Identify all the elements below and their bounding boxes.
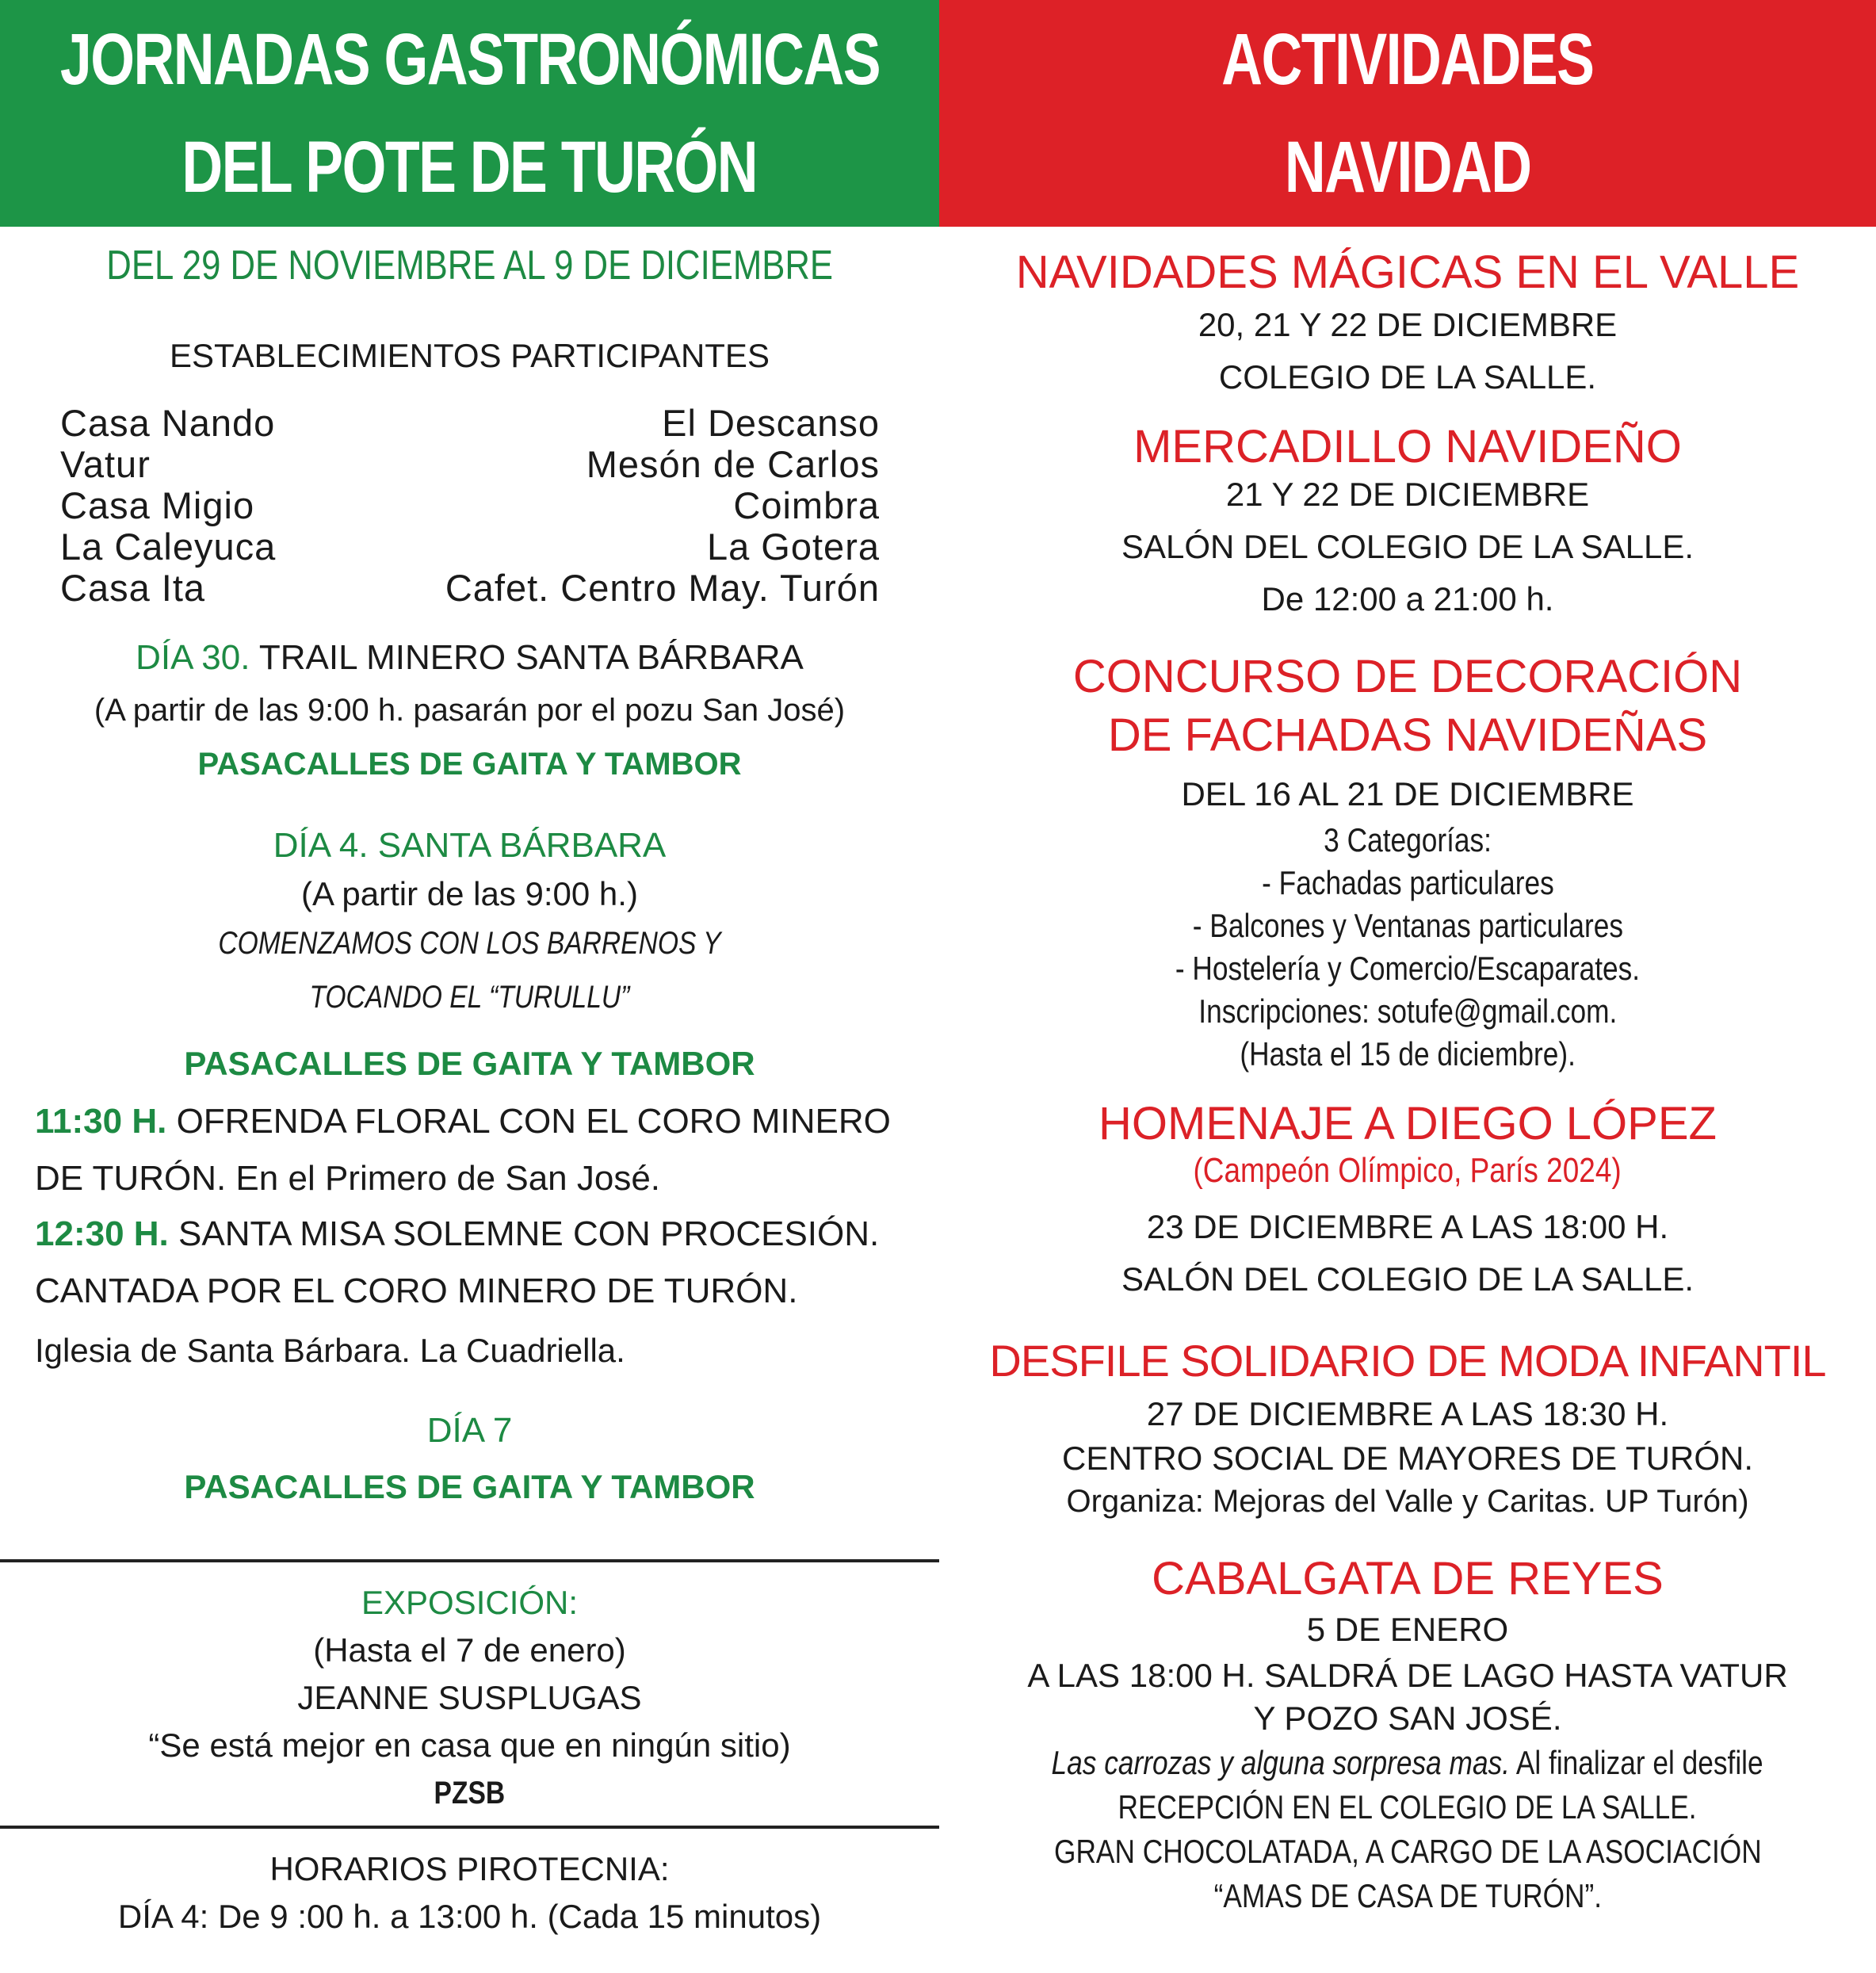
list-item: El Descanso xyxy=(662,402,880,444)
tribute-date: 23 DE DICIEMBRE A LAS 18:00 H. xyxy=(1146,1208,1669,1245)
establishments-list-left xyxy=(60,403,276,609)
contest-title-2: DE FACHADAS NAVIDEÑAS xyxy=(1107,709,1708,761)
event-1230-cont-1: CANTADA POR EL CORO MINERO DE TURÓN. xyxy=(35,1271,798,1310)
right-column xyxy=(939,0,1876,1973)
day7-title: DÍA 7 xyxy=(426,1411,513,1450)
market-dates: 21 Y 22 DE DICIEMBRE xyxy=(1225,476,1590,513)
tribute-subtitle: (Campeón Olímpico, París 2024) xyxy=(1193,1151,1622,1190)
list-item: La Gotera xyxy=(706,526,880,568)
parade-route-2: Y POZO SAN JOSÉ. xyxy=(1253,1700,1562,1737)
event-1230: 12:30 H. SANTA MISA SOLEMNE CON PROCESIÓN. xyxy=(35,1214,880,1253)
left-banner-line-2: DEL POTE DE TURÓN xyxy=(181,127,758,208)
parade-chocolate-2: “AMAS DE CASA DE TURÓN”. xyxy=(1213,1877,1602,1914)
parade-date: 5 DE ENERO xyxy=(1306,1611,1509,1648)
tribute-place: SALÓN DEL COLEGIO DE LA SALLE. xyxy=(1121,1260,1695,1298)
event-1130: 11:30 H. OFRENDA FLORAL CON EL CORO MINERO xyxy=(35,1102,891,1141)
list-item: La Caleyuca xyxy=(60,526,277,568)
tribute-title: HOMENAJE A DIEGO LÓPEZ xyxy=(1098,1098,1717,1149)
fireworks-title: HORARIOS PIROTECNIA: xyxy=(269,1850,670,1887)
fashion-date: 27 DE DICIEMBRE A LAS 18:30 H. xyxy=(1146,1395,1669,1432)
list-item: Casa Ita xyxy=(60,567,206,609)
establishments-list-right xyxy=(445,403,880,609)
list-item: Casa Migio xyxy=(60,484,255,526)
event-1130-cont: DE TURÓN. En el Primero de San José. xyxy=(35,1159,661,1198)
magic-place: COLEGIO DE LA SALLE. xyxy=(1218,358,1597,396)
day30-label: DÍA 30. xyxy=(136,638,250,677)
day30-parade: PASACALLES DE GAITA Y TAMBOR xyxy=(197,747,742,782)
day30-note: (A partir de las 9:00 h. pasarán por el pozu San José) xyxy=(94,693,846,728)
list-item: Vatur xyxy=(60,443,151,485)
day4-italic-1: COMENZAMOS CON LOS BARRENOS Y xyxy=(218,926,721,961)
right-banner-line-1: ACTIVIDADES xyxy=(1221,19,1594,100)
exhibition-until: (Hasta el 7 de enero) xyxy=(313,1631,626,1669)
day4-italic-2: TOCANDO EL “TURULLU” xyxy=(309,980,630,1015)
exhibition-work: “Se está mejor en casa que en ningún sitio) xyxy=(148,1726,791,1764)
market-hours: De 12:00 a 21:00 h. xyxy=(1261,580,1554,618)
contest-cat-2: - Balcones y Ventanas particulares xyxy=(1192,907,1623,944)
contest-categories: 3 Categorías: xyxy=(1324,821,1492,858)
left-banner xyxy=(0,0,939,227)
right-banner xyxy=(939,0,1876,227)
contest-cat-1: - Fachadas particulares xyxy=(1261,864,1554,901)
right-banner-line-2: NAVIDAD xyxy=(1284,127,1531,208)
magic-dates: 20, 21 Y 22 DE DICIEMBRE xyxy=(1198,306,1618,343)
contest-dates: DEL 16 AL 21 DE DICIEMBRE xyxy=(1181,775,1634,813)
day30-heading xyxy=(0,638,939,678)
divider xyxy=(0,1826,939,1829)
market-title: MERCADILLO NAVIDEÑO xyxy=(1133,421,1682,472)
day30-title: TRAIL MINERO SANTA BÁRBARA xyxy=(258,638,804,677)
date-range: DEL 29 DE NOVIEMBRE AL 9 DE DICIEMBRE xyxy=(106,243,833,289)
divider xyxy=(0,1559,939,1562)
left-banner-line-1: JORNADAS GASTRONÓMICAS xyxy=(59,19,880,100)
day7-parade: PASACALLES DE GAITA Y TAMBOR xyxy=(184,1468,755,1505)
market-place: SALÓN DEL COLEGIO DE LA SALLE. xyxy=(1121,528,1695,565)
list-item: Mesón de Carlos xyxy=(586,443,880,485)
fashion-place: CENTRO SOCIAL DE MAYORES DE TURÓN. xyxy=(1061,1440,1753,1477)
parade-reception: RECEPCIÓN EN EL COLEGIO DE LA SALLE. xyxy=(1118,1788,1698,1826)
list-item: Coimbra xyxy=(733,484,880,526)
day4-title: DÍA 4. SANTA BÁRBARA xyxy=(273,826,667,865)
list-item: Cafet. Centro May. Turón xyxy=(445,567,880,609)
day4-time: (A partir de las 9:00 h.) xyxy=(301,875,638,912)
list-item: Casa Nando xyxy=(60,402,276,444)
fireworks-schedule: DÍA 4: De 9 :00 h. a 13:00 h. (Cada 15 minutos) xyxy=(117,1898,822,1935)
contest-deadline: (Hasta el 15 de diciembre). xyxy=(1240,1035,1576,1073)
fashion-organizer: Organiza: Mejoras del Valle y Caritas. UP Turón) xyxy=(1066,1484,1749,1519)
parade-floats: Las carrozas y alguna sorpresa mas. Al finalizar el desfile xyxy=(1051,1744,1764,1781)
contest-signup: Inscripciones: sotufe@gmail.com. xyxy=(1198,992,1617,1030)
parade-title: CABALGATA DE REYES xyxy=(1152,1553,1664,1604)
magic-title: NAVIDADES MÁGICAS EN EL VALLE xyxy=(1015,247,1800,298)
fashion-title: DESFILE SOLIDARIO DE MODA INFANTIL xyxy=(989,1336,1826,1386)
event-1230-cont-2: Iglesia de Santa Bárbara. La Cuadriella. xyxy=(35,1332,625,1369)
parade-chocolate-1: GRAN CHOCOLATADA, A CARGO DE LA ASOCIACIÓN xyxy=(1053,1833,1762,1870)
exhibition-artist: JEANNE SUSPLUGAS xyxy=(297,1679,642,1716)
parade-route-1: A LAS 18:00 H. SALDRÁ DE LAGO HASTA VATUR xyxy=(1027,1657,1788,1694)
exhibition-title: EXPOSICIÓN: xyxy=(361,1584,579,1621)
exhibition-venue: PZSB xyxy=(434,1776,506,1810)
contest-cat-3: - Hostelería y Comercio/Escaparates. xyxy=(1175,950,1641,987)
establishments-title: ESTABLECIMIENTOS PARTICIPANTES xyxy=(170,337,770,374)
contest-title-1: CONCURSO DE DECORACIÓN xyxy=(1072,651,1743,702)
day4-parade: PASACALLES DE GAITA Y TAMBOR xyxy=(184,1045,755,1082)
